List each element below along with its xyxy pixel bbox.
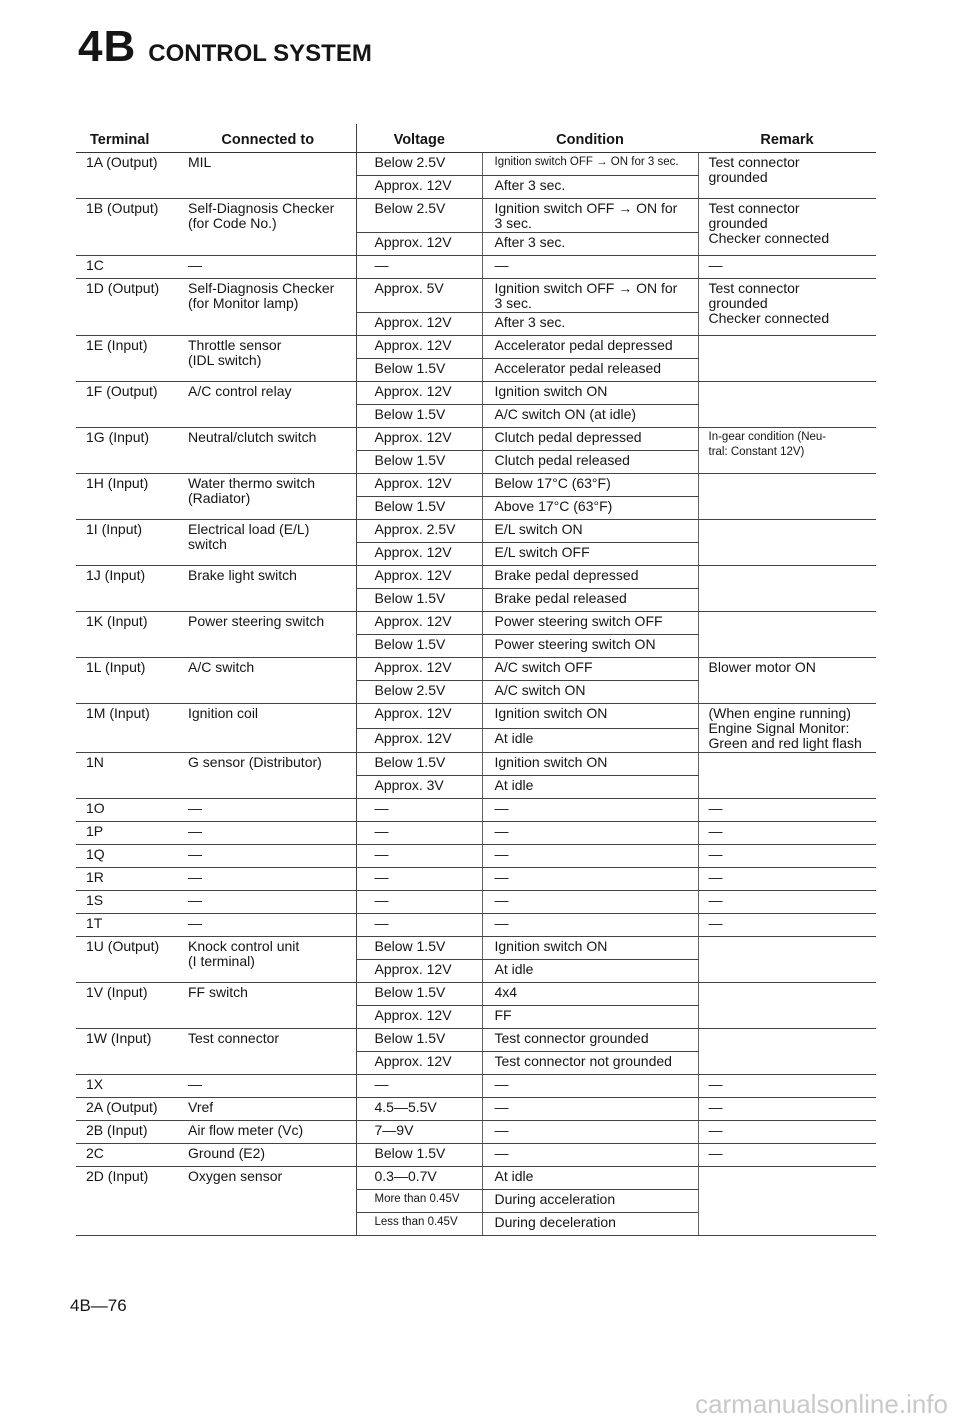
connected-to-cell: FF switch — [180, 983, 356, 1029]
condition-cell: At idle — [482, 728, 698, 753]
remark-cell — [698, 612, 876, 658]
voltage-cell: Approx. 12V — [356, 658, 482, 681]
section-title: CONTROL SYSTEM — [148, 40, 372, 67]
voltage-cell: Less than 0.45V — [356, 1213, 482, 1236]
page-header — [78, 22, 372, 72]
connected-to-cell: — — [180, 1075, 356, 1098]
remark-cell: Blower motor ON — [698, 658, 876, 704]
condition-cell: E/L switch ON — [482, 520, 698, 543]
connected-to-cell: Water thermo switch (Radiator) — [180, 474, 356, 520]
voltage-cell: Approx. 12V — [356, 336, 482, 359]
voltage-cell: Below 1.5V — [356, 753, 482, 776]
connected-to-cell: — — [180, 868, 356, 891]
connected-to-cell: Self-Diagnosis Checker (for Code No.) — [180, 199, 356, 256]
terminal-cell: 2C — [76, 1144, 180, 1167]
connected-to-cell: — — [180, 256, 356, 279]
terminal-cell: 1J (Input) — [76, 566, 180, 612]
condition-cell: After 3 sec. — [482, 176, 698, 199]
condition-cell: FF — [482, 1006, 698, 1029]
remark-cell: — — [698, 1144, 876, 1167]
terminal-cell: 1W (Input) — [76, 1029, 180, 1075]
voltage-cell: Below 2.5V — [356, 153, 482, 176]
remark-cell: (When engine running) Engine Signal Monitor: Green and red light flash — [698, 704, 876, 753]
condition-cell: — — [482, 868, 698, 891]
connected-to-cell: MIL — [180, 153, 356, 199]
table-row — [76, 1075, 876, 1098]
connected-to-cell: Self-Diagnosis Checker (for Monitor lamp) — [180, 279, 356, 336]
connected-to-cell: Throttle sensor (IDL switch) — [180, 336, 356, 382]
terminal-cell: 1P — [76, 822, 180, 845]
table-row — [76, 868, 876, 891]
terminal-cell: 1X — [76, 1075, 180, 1098]
remark-cell — [698, 1167, 876, 1236]
table-row — [76, 914, 876, 937]
voltage-cell: Below 1.5V — [356, 405, 482, 428]
condition-cell: At idle — [482, 960, 698, 983]
condition-cell: Ignition switch ON — [482, 382, 698, 405]
remark-cell: In-gear condition (Neu- tral: Constant 12V) — [698, 428, 876, 474]
remark-cell: — — [698, 914, 876, 937]
connected-to-cell: — — [180, 799, 356, 822]
voltage-cell: 0.3—0.7V — [356, 1167, 482, 1190]
table-row — [76, 1167, 876, 1190]
table-header-row — [76, 124, 876, 153]
voltage-cell: Below 1.5V — [356, 937, 482, 960]
voltage-cell: Approx. 12V — [356, 313, 482, 336]
condition-cell: — — [482, 799, 698, 822]
connected-to-cell: Vref — [180, 1098, 356, 1121]
terminal-cell: 1O — [76, 799, 180, 822]
voltage-cell: Approx. 5V — [356, 279, 482, 313]
voltage-cell: Below 1.5V — [356, 1144, 482, 1167]
condition-cell: — — [482, 914, 698, 937]
table-row — [76, 799, 876, 822]
remark-cell — [698, 1029, 876, 1075]
remark-cell — [698, 336, 876, 382]
condition-cell: Power steering switch ON — [482, 635, 698, 658]
remark-cell: — — [698, 799, 876, 822]
condition-cell: Ignition switch ON — [482, 753, 698, 776]
page-number: 4B—76 — [70, 1296, 127, 1315]
terminal-cell: 2B (Input) — [76, 1121, 180, 1144]
condition-cell: Test connector not grounded — [482, 1052, 698, 1075]
condition-cell: At idle — [482, 776, 698, 799]
table-row — [76, 474, 876, 497]
voltage-cell: Approx. 12V — [356, 612, 482, 635]
remark-cell: — — [698, 822, 876, 845]
table-row — [76, 520, 876, 543]
header-condition: Condition — [482, 124, 698, 153]
condition-cell: After 3 sec. — [482, 313, 698, 336]
voltage-cell: Below 1.5V — [356, 497, 482, 520]
voltage-cell: — — [356, 1075, 482, 1098]
terminal-cell: 1E (Input) — [76, 336, 180, 382]
voltage-cell: Below 1.5V — [356, 451, 482, 474]
terminal-cell: 1V (Input) — [76, 983, 180, 1029]
remark-cell: — — [698, 845, 876, 868]
table-row — [76, 279, 876, 313]
table-row — [76, 428, 876, 451]
voltage-cell: Approx. 12V — [356, 176, 482, 199]
condition-cell: After 3 sec. — [482, 233, 698, 256]
table-row — [76, 658, 876, 681]
condition-cell: — — [482, 1075, 698, 1098]
condition-cell: Clutch pedal depressed — [482, 428, 698, 451]
voltage-cell: — — [356, 891, 482, 914]
condition-cell: A/C switch OFF — [482, 658, 698, 681]
connected-to-cell: Air flow meter (Vc) — [180, 1121, 356, 1144]
connected-to-cell: A/C control relay — [180, 382, 356, 428]
connected-to-cell: Knock control unit (I terminal) — [180, 937, 356, 983]
terminal-cell: 1Q — [76, 845, 180, 868]
table-row — [76, 937, 876, 960]
terminal-cell: 1H (Input) — [76, 474, 180, 520]
table-row — [76, 382, 876, 405]
terminal-cell: 1R — [76, 868, 180, 891]
condition-cell: Ignition switch OFF → ON for 3 sec. — [482, 279, 698, 313]
terminal-cell: 1G (Input) — [76, 428, 180, 474]
watermark: carmanualsonline.info — [695, 1389, 948, 1419]
remark-cell: Test connector grounded Checker connected — [698, 279, 876, 336]
connected-to-cell: Oxygen sensor — [180, 1167, 356, 1236]
condition-cell: During acceleration — [482, 1190, 698, 1213]
voltage-cell: — — [356, 845, 482, 868]
voltage-cell: — — [356, 868, 482, 891]
voltage-cell: Approx. 12V — [356, 704, 482, 729]
condition-cell: E/L switch OFF — [482, 543, 698, 566]
condition-cell: A/C switch ON — [482, 681, 698, 704]
connected-to-cell: Electrical load (E/L) switch — [180, 520, 356, 566]
table-row — [76, 891, 876, 914]
table-row — [76, 199, 876, 233]
remark-cell: — — [698, 868, 876, 891]
remark-cell — [698, 753, 876, 799]
terminal-cell: 1A (Output) — [76, 153, 180, 199]
header-terminal: Terminal — [76, 124, 180, 153]
table-row — [76, 1029, 876, 1052]
voltage-cell: Approx. 12V — [356, 1052, 482, 1075]
voltage-cell: Approx. 2.5V — [356, 520, 482, 543]
condition-cell: — — [482, 822, 698, 845]
table-row — [76, 566, 876, 589]
voltage-cell: Below 1.5V — [356, 1029, 482, 1052]
table-row — [76, 612, 876, 635]
condition-cell: Power steering switch OFF — [482, 612, 698, 635]
remark-cell: — — [698, 891, 876, 914]
remark-cell: — — [698, 1098, 876, 1121]
terminal-cell: 2A (Output) — [76, 1098, 180, 1121]
condition-cell: A/C switch ON (at idle) — [482, 405, 698, 428]
connected-to-cell: Brake light switch — [180, 566, 356, 612]
remark-cell: — — [698, 256, 876, 279]
condition-cell: — — [482, 256, 698, 279]
voltage-cell: Below 1.5V — [356, 983, 482, 1006]
remark-cell: — — [698, 1075, 876, 1098]
terminal-cell: 1L (Input) — [76, 658, 180, 704]
connected-to-cell: Ignition coil — [180, 704, 356, 753]
condition-cell: Ignition switch OFF → ON for 3 sec. — [482, 153, 698, 176]
table-row — [76, 753, 876, 776]
condition-cell: Ignition switch ON — [482, 704, 698, 729]
terminal-cell: 1M (Input) — [76, 704, 180, 753]
terminal-cell: 1D (Output) — [76, 279, 180, 336]
condition-cell: Ignition switch ON — [482, 937, 698, 960]
terminal-cell: 1S — [76, 891, 180, 914]
voltage-cell: Below 2.5V — [356, 199, 482, 233]
table-body — [76, 153, 876, 1236]
table-row — [76, 153, 876, 176]
condition-cell: 4x4 — [482, 983, 698, 1006]
connected-to-cell: A/C switch — [180, 658, 356, 704]
voltage-cell: Approx. 12V — [356, 382, 482, 405]
voltage-cell: Approx. 12V — [356, 474, 482, 497]
table-row — [76, 256, 876, 279]
condition-cell: During deceleration — [482, 1213, 698, 1236]
table-row — [76, 845, 876, 868]
condition-cell: Ignition switch OFF → ON for 3 sec. — [482, 199, 698, 233]
condition-cell: — — [482, 891, 698, 914]
voltage-cell: 4.5—5.5V — [356, 1098, 482, 1121]
remark-cell — [698, 520, 876, 566]
voltage-cell: Approx. 12V — [356, 543, 482, 566]
condition-cell: Below 17°C (63°F) — [482, 474, 698, 497]
table-row — [76, 704, 876, 729]
condition-cell: Brake pedal released — [482, 589, 698, 612]
condition-cell: Brake pedal depressed — [482, 566, 698, 589]
voltage-cell: — — [356, 822, 482, 845]
terminal-cell: 2D (Input) — [76, 1167, 180, 1236]
voltage-cell: — — [356, 799, 482, 822]
condition-cell: Clutch pedal released — [482, 451, 698, 474]
voltage-cell: Approx. 12V — [356, 960, 482, 983]
condition-cell: — — [482, 1098, 698, 1121]
connected-to-cell: Power steering switch — [180, 612, 356, 658]
connected-to-cell: G sensor (Distributor) — [180, 753, 356, 799]
terminal-cell: 1U (Output) — [76, 937, 180, 983]
voltage-cell: More than 0.45V — [356, 1190, 482, 1213]
remark-cell: Test connector grounded Checker connected — [698, 199, 876, 256]
voltage-cell: Approx. 12V — [356, 428, 482, 451]
remark-cell — [698, 983, 876, 1029]
connected-to-cell: — — [180, 845, 356, 868]
table-row — [76, 983, 876, 1006]
table-row — [76, 336, 876, 359]
header-connected-to: Connected to — [180, 124, 356, 153]
condition-cell: Accelerator pedal depressed — [482, 336, 698, 359]
remark-cell — [698, 566, 876, 612]
table-row — [76, 1144, 876, 1167]
table-row — [76, 822, 876, 845]
remark-cell — [698, 937, 876, 983]
terminal-cell: 1C — [76, 256, 180, 279]
condition-cell: Accelerator pedal released — [482, 359, 698, 382]
connected-to-cell: Ground (E2) — [180, 1144, 356, 1167]
voltage-cell: Approx. 12V — [356, 1006, 482, 1029]
voltage-cell: Approx. 3V — [356, 776, 482, 799]
voltage-cell: Below 2.5V — [356, 681, 482, 704]
header-voltage: Voltage — [356, 124, 482, 153]
connected-to-cell: — — [180, 822, 356, 845]
condition-cell: — — [482, 1144, 698, 1167]
terminal-cell: 1K (Input) — [76, 612, 180, 658]
condition-cell: — — [482, 1121, 698, 1144]
condition-cell: Above 17°C (63°F) — [482, 497, 698, 520]
terminal-cell: 1I (Input) — [76, 520, 180, 566]
terminal-cell: 1B (Output) — [76, 199, 180, 256]
voltage-cell: — — [356, 914, 482, 937]
remark-cell: — — [698, 1121, 876, 1144]
terminal-cell: 1N — [76, 753, 180, 799]
condition-cell: — — [482, 845, 698, 868]
table-row — [76, 1098, 876, 1121]
voltage-cell: Approx. 12V — [356, 566, 482, 589]
connected-to-cell: — — [180, 891, 356, 914]
table-row — [76, 1121, 876, 1144]
terminal-cell: 1F (Output) — [76, 382, 180, 428]
condition-cell: At idle — [482, 1167, 698, 1190]
connected-to-cell: Neutral/clutch switch — [180, 428, 356, 474]
voltage-cell: Approx. 12V — [356, 728, 482, 753]
voltage-cell: — — [356, 256, 482, 279]
connected-to-cell: — — [180, 914, 356, 937]
header-remark: Remark — [698, 124, 876, 153]
terminal-spec-table — [76, 124, 876, 1236]
voltage-cell: Below 1.5V — [356, 359, 482, 382]
condition-cell: Test connector grounded — [482, 1029, 698, 1052]
chapter-number: 4B — [78, 22, 137, 71]
remark-cell — [698, 382, 876, 428]
remark-cell — [698, 474, 876, 520]
voltage-cell: Approx. 12V — [356, 233, 482, 256]
remark-cell: Test connector grounded — [698, 153, 876, 199]
connected-to-cell: Test connector — [180, 1029, 356, 1075]
voltage-cell: Below 1.5V — [356, 589, 482, 612]
voltage-cell: Below 1.5V — [356, 635, 482, 658]
terminal-cell: 1T — [76, 914, 180, 937]
voltage-cell: 7—9V — [356, 1121, 482, 1144]
